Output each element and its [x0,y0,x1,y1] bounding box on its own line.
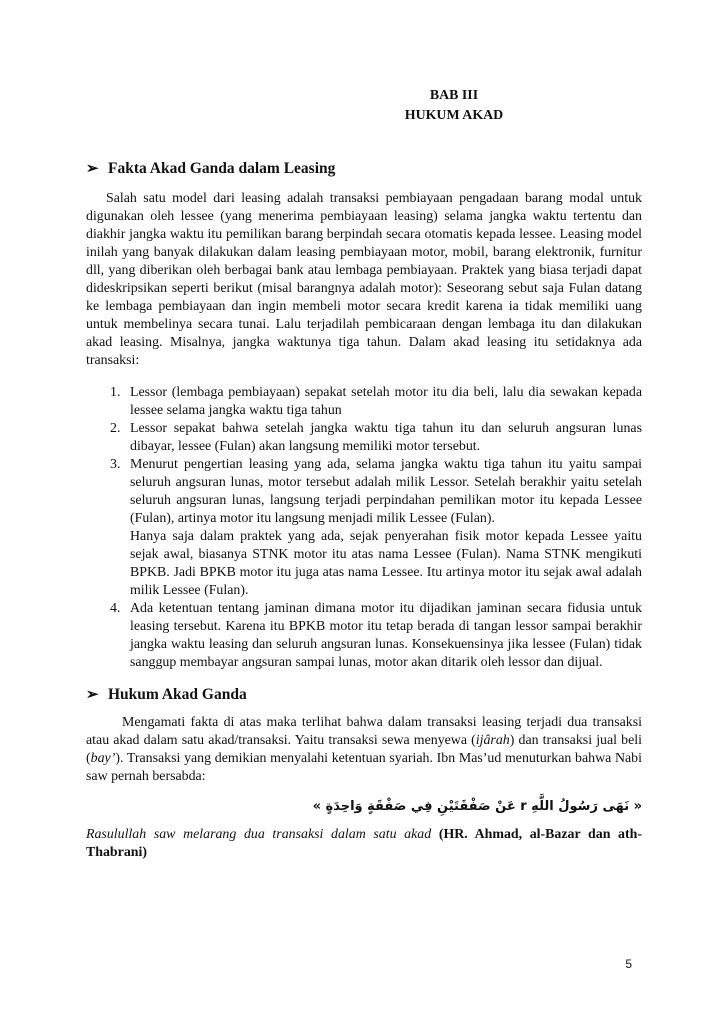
hadith-source: (HR. Ahmad, al-Bazar dan ath-Thabrani) [86,827,642,860]
list-number: 3. [110,457,121,472]
section-title: Hukum Akad Ganda [108,686,247,703]
hadith-translation-text: Rasulullah saw melarang dua transaksi dalam satu akad [86,827,432,842]
arrow-bullet-icon: ➢ [86,161,99,177]
list-item-text-continued: Hanya saja dalam praktek yang ada, sejak penyerahan fisik motor kepada Lessee yaitu sejak awal, biasanya STNK motor itu atas nama Lessee (Fulan). Nama STNK mengikuti BPKB. Jadi BPKB motor itu juga atas nama Lessee. Itu artinya motor itu sejak awal adalah milik Lessee (Fulan). [130,529,642,598]
list-item [86,456,642,600]
list-item-text: Menurut pengertian leasing yang ada, selama jangka waktu tiga tahun itu yaitu sampai seluruh angsuran lunas, motor tersebut adalah milik Lessor. Setelah berakhir yaitu setelah seluruh angsuran lunas, langsung terjadi perpindahan pemilikan motor itu kepada Lessee (Fulan), artinya motor itu langsung menjadi milik Lessee (Fulan). [130,457,642,526]
list-item [86,384,642,420]
arrow-bullet-icon: ➢ [86,687,99,703]
chapter-label: BAB III [429,88,479,103]
chapter-title: HUKUM AKAD [404,108,504,123]
arabic-hadith-text: « نَهَى رَسُولُ اللَّهِ r عَنْ صَفْقَتَيْنِ فِي صَفْقَةٍ وَاحِدَةٍ » [312,799,642,814]
numbered-list [86,384,642,672]
list-number: 2. [110,421,121,436]
body-paragraph [86,714,642,786]
list-item [86,600,642,672]
section-title: Fakta Akad Ganda dalam Leasing [108,160,336,177]
hadith-translation [86,826,642,862]
paragraph-text: Mengamati fakta di atas maka terlihat bahwa dalam transaksi leasing terjadi dua transaksi atau akad dalam satu akad/transaksi. Yaitu transaksi sewa menyewa ( [86,715,642,748]
list-item [86,420,642,456]
list-number: 1. [110,385,121,400]
list-item-text: Lessor sepakat bahwa setelah jangka waktu tiga tahun itu dan seluruh angsuran lunas dibayar, lessee (Fulan) akan langsung memiliki motor tersebut. [130,421,642,454]
section-heading-hukum [86,686,642,704]
list-item-text: Lessor (lembaga pembiayaan) sepakat setelah motor itu dia beli, lalu dia sewakan kepada lessee selama jangka waktu tiga tahun [130,385,642,418]
page-number: 5 [625,957,632,971]
paragraph-text: ) dan transaksi jual beli ( [86,733,642,766]
term-ijarah: ijârah [475,733,510,748]
list-number: 4. [110,601,121,616]
body-paragraph: Salah satu model dari leasing adalah transaksi pembiayaan pengadaan barang modal untuk digunakan oleh lessee (yang menerima pembiayaan leasing) selama jangka waktu tertentu dan diakhir jangka waktu itu pemilikan barang berpindah secara otomatis kepada lessee. Leasing model inilah yang banyak dilakukan dalam leasing pembiayaan motor, mobil, barang elektronik, furnitur dll, yang diberikan oleh berbagai bank atau lembaga pembiayaan. Praktek yang biasa terjadi dapat dideskripsikan seperti berikut (misal barangnya adalah motor): Seseorang sebut saja Fulan datang ke lembaga pembiayaan dan ingin membeli motor secara kredit karena ia tidak memiliki uang untuk membelinya secara tunai. Lalu terjadilah pembicaraan dengan lembaga itu dan dilakukan akad leasing. Misalnya, jangka waktunya tiga tahun. Dalam akad leasing itu setidaknya ada transaksi: [86,191,642,368]
list-item-text: Ada ketentuan tentang jaminan dimana motor itu dijadikan jaminan secara fidusia untuk leasing tersebut. Karena itu BPKB motor itu tetap berada di tangan lessor sampai berakhir jangka waktu leasing dan seluruh angsuran lunas. Konsekuensinya jika lessee (Fulan) tidak sanggup membayar angsuran sampai lunas, motor akan ditarik oleh lessor dan dijual. [130,601,642,670]
term-bay: bay’ [90,751,116,766]
chapter-heading [266,86,642,126]
paragraph-text: ). Transaksi yang demikian menyalahi ketentuan syariah. Ibn Mas’ud menuturkan bahwa Nabi saw pernah bersabda: [86,751,642,784]
section-heading-fakta [86,160,642,178]
